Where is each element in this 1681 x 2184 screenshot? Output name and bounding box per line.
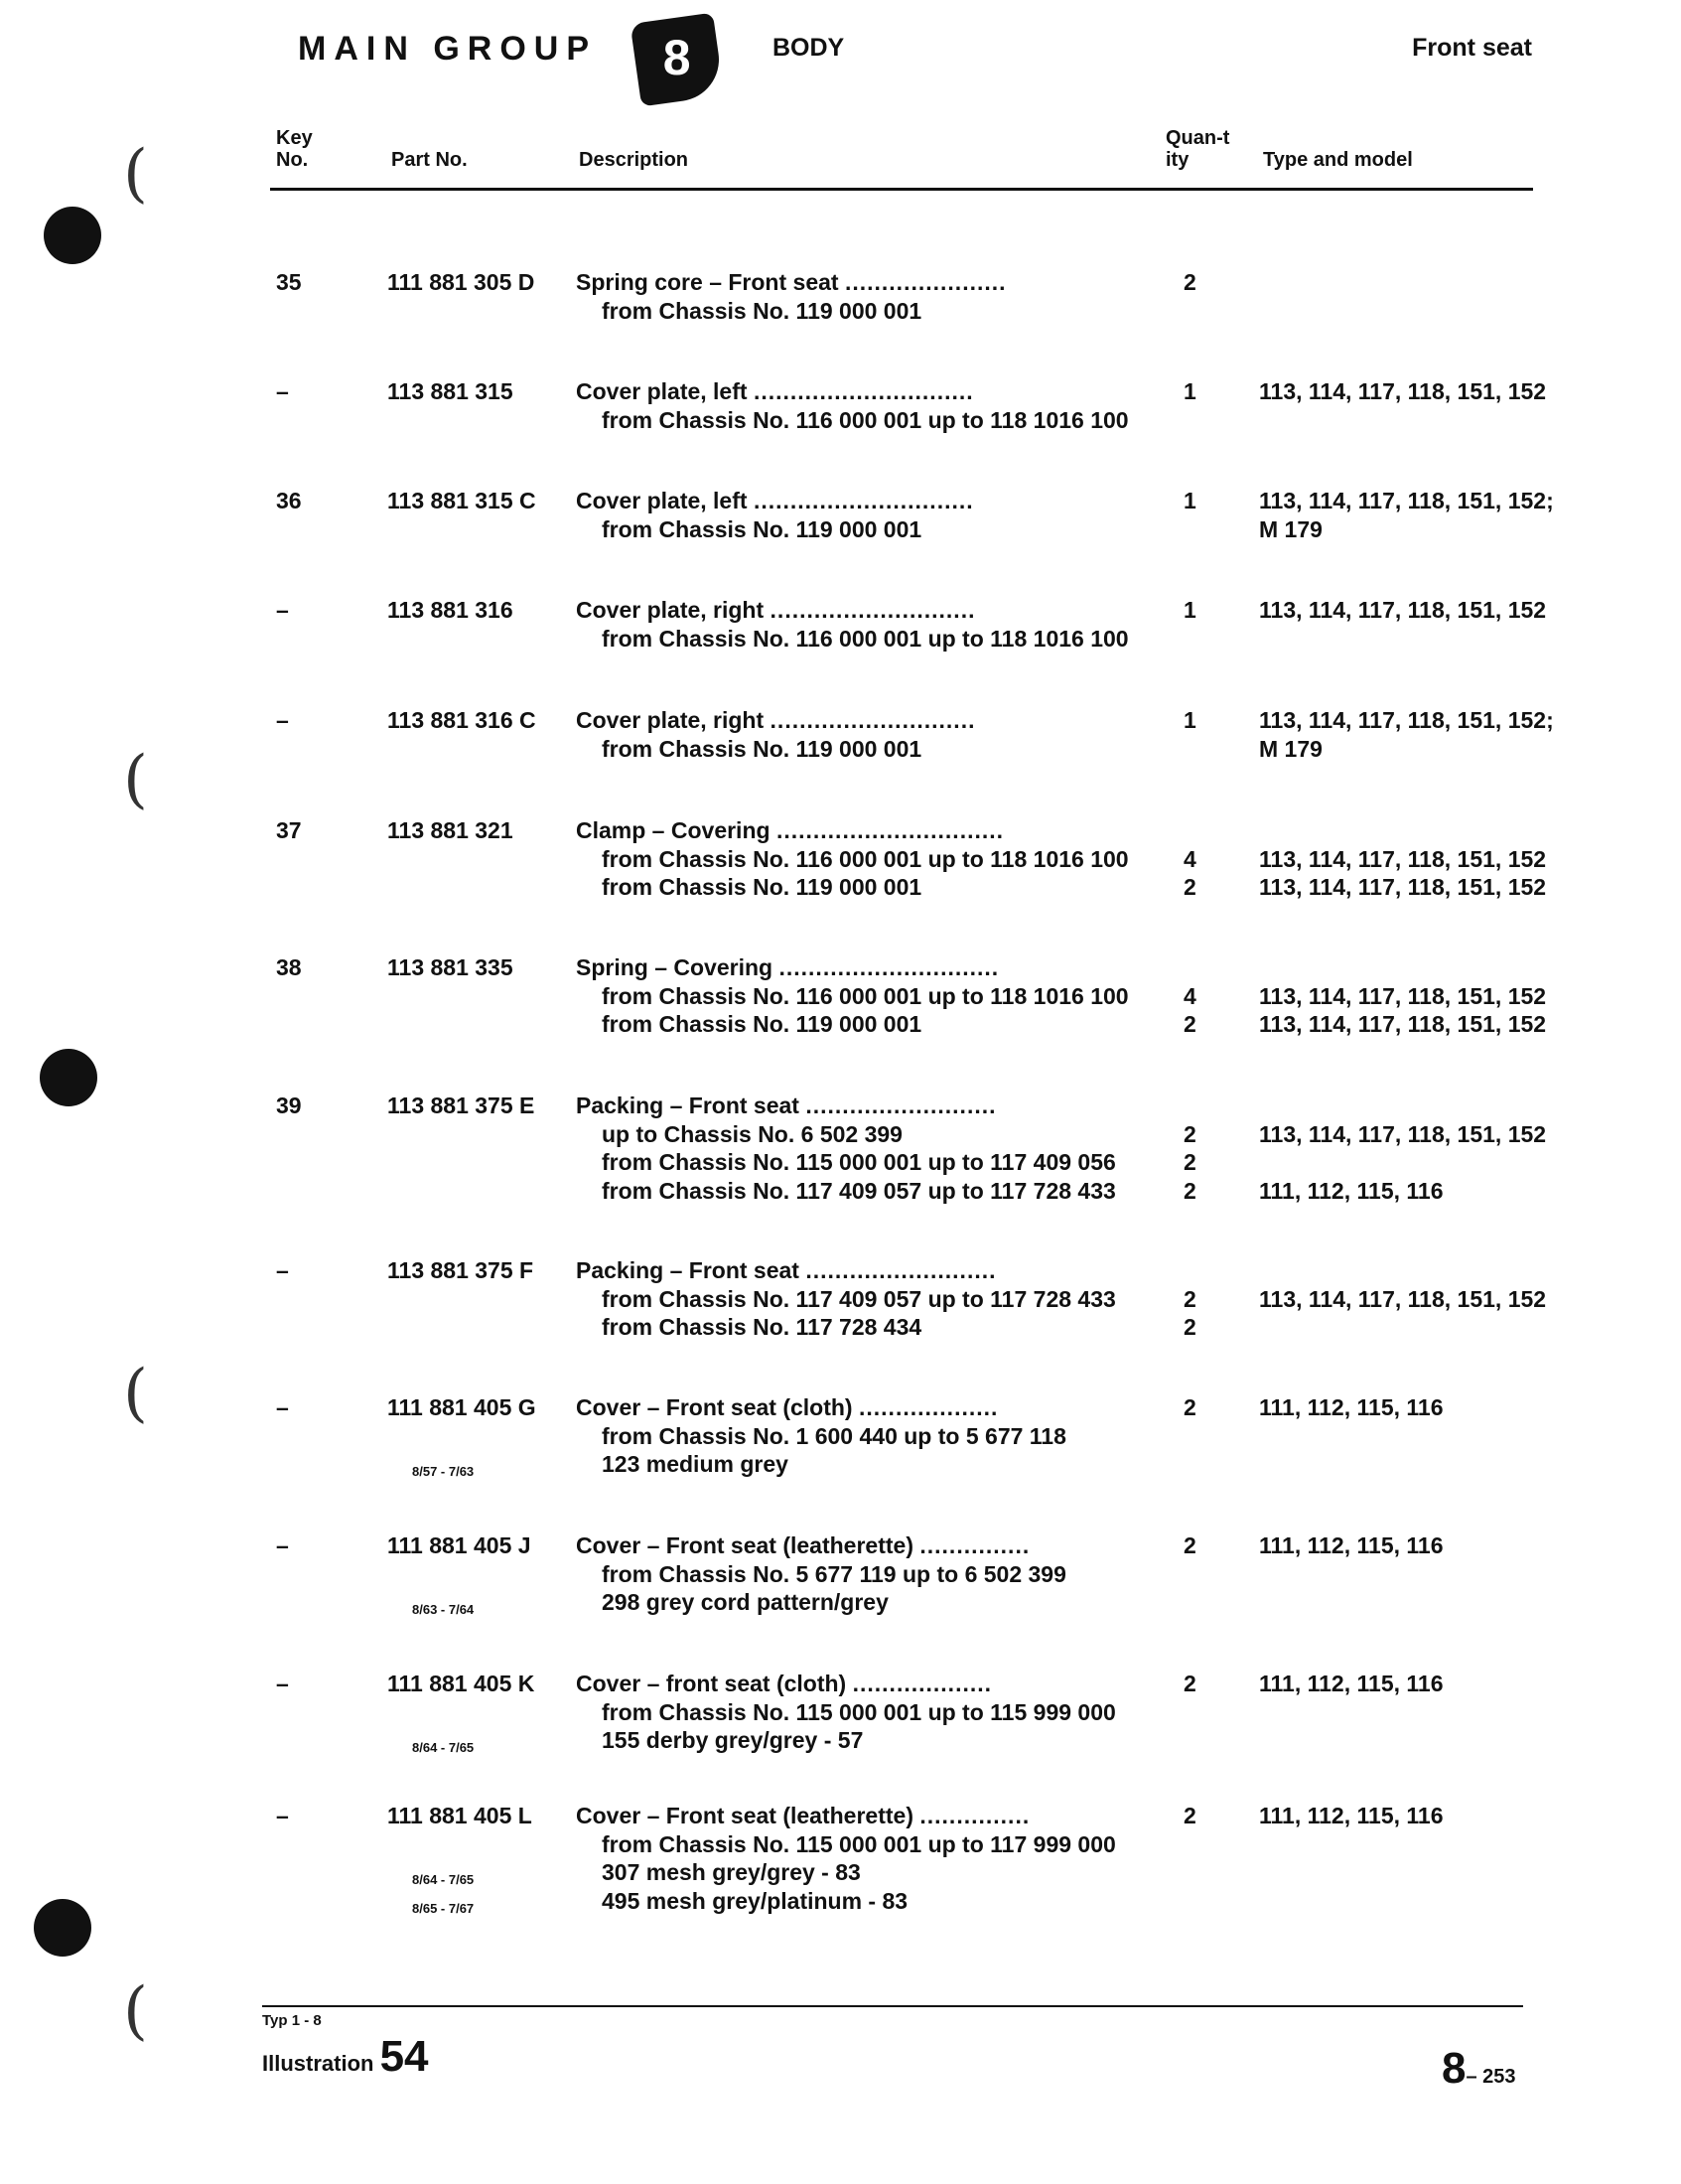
key-number: – [276, 1257, 289, 1283]
type-model: 111, 112, 115, 116 [1259, 1177, 1444, 1204]
part-number: 111 881 405 J [387, 1532, 531, 1558]
type-model: 113, 114, 117, 118, 151, 152 [1259, 1120, 1547, 1147]
margin-bracket-icon: ( [123, 1357, 148, 1430]
header-rule [270, 188, 1533, 191]
description-text: from Chassis No. 116 000 001 up to 118 1016 100 [602, 625, 1129, 652]
description-text: 298 grey cord pattern/grey [602, 1589, 889, 1615]
description-detail [576, 1560, 1066, 1589]
description-detail [576, 873, 921, 902]
description-detail [576, 297, 921, 326]
description-text: from Chassis No. 119 000 001 [602, 874, 922, 900]
page-number-sub: – 253 [1466, 2066, 1516, 2088]
description-detail [576, 1148, 1116, 1177]
key-number: 37 [276, 817, 302, 843]
binder-hole-icon [34, 1899, 91, 1957]
margin-bracket-icon: ( [123, 743, 148, 816]
quantity: 2 [1184, 269, 1196, 295]
col-type-model: Type and model [1263, 149, 1413, 171]
part-number: 113 881 375 E [387, 1092, 535, 1118]
description-text: from Chassis No. 116 000 001 up to 118 1016 100 [602, 982, 1129, 1009]
description [576, 1092, 997, 1120]
leader-dots: .......................... [805, 1257, 997, 1283]
description-text: Spring core – Front seat [576, 269, 839, 295]
quantity: 2 [1184, 874, 1196, 900]
key-number: – [276, 597, 289, 623]
part-number: 113 881 316 [387, 597, 513, 623]
part-number: 113 881 315 [387, 378, 513, 404]
description [576, 1670, 992, 1698]
leader-dots: .......................... [805, 1092, 997, 1118]
description-text: from Chassis No. 5 677 119 up to 6 502 399 [602, 1560, 1066, 1587]
part-number: 113 881 321 [387, 817, 513, 843]
production-date: 8/64 - 7/65 [412, 1740, 475, 1755]
type-model: M 179 [1259, 735, 1323, 762]
type-model: 113, 114, 117, 118, 151, 152 [1259, 378, 1547, 404]
leader-dots: ............................ [770, 707, 976, 733]
part-number: 111 881 305 D [387, 269, 535, 295]
description-detail [576, 625, 1129, 654]
group-number-badge [630, 13, 725, 107]
subsection-title: Front seat [1412, 34, 1532, 62]
description-detail [576, 1858, 861, 1887]
description-text: from Chassis No. 115 000 001 up to 117 409 056 [602, 1149, 1116, 1175]
leader-dots: .............................. [753, 378, 974, 404]
description [576, 1393, 998, 1422]
description-text: 123 medium grey [602, 1451, 788, 1477]
description-text: from Chassis No. 117 728 434 [602, 1314, 922, 1340]
description-text: from Chassis No. 119 000 001 [602, 1011, 922, 1037]
production-date: 8/63 - 7/64 [412, 1602, 475, 1617]
description-detail [576, 982, 1129, 1011]
key-number: 36 [276, 488, 302, 513]
key-number: – [276, 1671, 289, 1696]
quantity: 1 [1184, 707, 1196, 733]
description-detail [576, 406, 1129, 435]
type-model: 111, 112, 115, 116 [1259, 1803, 1444, 1828]
description [576, 268, 1007, 297]
description-text: from Chassis No. 115 000 001 up to 115 999 000 [602, 1698, 1116, 1725]
group-number: 8 [662, 30, 691, 86]
type-model: 113, 114, 117, 118, 151, 152 [1259, 1011, 1547, 1037]
part-number: 113 881 335 [387, 954, 513, 980]
description-detail [576, 1450, 788, 1479]
production-date: 8/65 - 7/67 [412, 1900, 475, 1916]
key-number: 35 [276, 269, 302, 295]
quantity: 2 [1184, 1149, 1196, 1175]
part-number: 111 881 405 L [387, 1803, 532, 1828]
description-text: Cover – Front seat (cloth) [576, 1394, 853, 1420]
description-detail [576, 1422, 1066, 1451]
leader-dots: .............................. [753, 488, 974, 513]
description-text: from Chassis No. 116 000 001 up to 118 1016 100 [602, 406, 1129, 433]
description-text: 307 mesh grey/grey - 83 [602, 1859, 861, 1885]
type-model: 113, 114, 117, 118, 151, 152 [1259, 874, 1547, 900]
binder-hole-icon [40, 1049, 97, 1106]
description-detail [576, 1285, 1116, 1314]
description-detail [576, 1887, 908, 1916]
key-number: – [276, 1803, 289, 1828]
description-text: from Chassis No. 117 409 057 up to 117 728 433 [602, 1285, 1116, 1312]
description-text: Packing – Front seat [576, 1257, 799, 1283]
description-detail [576, 735, 921, 764]
key-number: – [276, 707, 289, 733]
quantity: 2 [1184, 1120, 1196, 1147]
part-number: 113 881 315 C [387, 488, 536, 513]
description [576, 816, 1004, 845]
margin-bracket-icon: ( [123, 137, 148, 211]
type-model: 113, 114, 117, 118, 151, 152; [1259, 707, 1554, 733]
type-model: 113, 114, 117, 118, 151, 152; [1259, 488, 1554, 513]
description-detail [576, 1010, 921, 1039]
description-text: Clamp – Covering [576, 817, 770, 843]
margin-bracket-icon: ( [123, 1974, 148, 2048]
footer-illustration [262, 2032, 429, 2082]
description-text: Cover plate, right [576, 707, 765, 733]
col-description: Description [579, 149, 689, 171]
key-number: 39 [276, 1092, 302, 1118]
page-number-main: 8 [1442, 2044, 1467, 2093]
quantity: 2 [1184, 1532, 1196, 1558]
description [576, 1802, 1030, 1830]
illustration-number: 54 [379, 2032, 429, 2081]
description [576, 596, 975, 625]
main-group-label: MAIN GROUP [298, 30, 597, 68]
quantity: 4 [1184, 845, 1196, 872]
type-model: 113, 114, 117, 118, 151, 152 [1259, 845, 1547, 872]
description [576, 487, 974, 515]
col-key-no: Key No. [276, 127, 313, 171]
quantity: 2 [1184, 1394, 1196, 1420]
description-text: up to Chassis No. 6 502 399 [602, 1120, 903, 1147]
description-detail [576, 1830, 1116, 1859]
quantity: 2 [1184, 1803, 1196, 1828]
key-number: – [276, 1394, 289, 1420]
description-detail [576, 845, 1129, 874]
description-text: from Chassis No. 1 600 440 up to 5 677 118 [602, 1422, 1066, 1449]
description-text: from Chassis No. 119 000 001 [602, 515, 922, 542]
leader-dots: ............... [919, 1803, 1031, 1828]
description-text: from Chassis No. 115 000 001 up to 117 999 000 [602, 1830, 1116, 1857]
type-model: 113, 114, 117, 118, 151, 152 [1259, 1285, 1547, 1312]
quantity: 2 [1184, 1011, 1196, 1037]
description-text: Spring – Covering [576, 954, 773, 980]
key-number: 38 [276, 954, 302, 980]
description-detail [576, 1120, 903, 1149]
leader-dots: ................... [852, 1671, 993, 1696]
description-text: Cover – Front seat (leatherette) [576, 1803, 913, 1828]
description-text: Packing – Front seat [576, 1092, 799, 1118]
description [576, 1531, 1030, 1560]
description [576, 377, 974, 406]
description-detail [576, 1588, 889, 1617]
quantity: 1 [1184, 597, 1196, 623]
description [576, 1256, 997, 1285]
description-detail [576, 1177, 1116, 1206]
description-text: from Chassis No. 116 000 001 up to 118 1016 100 [602, 845, 1129, 872]
part-number: 111 881 405 G [387, 1394, 536, 1420]
description-detail [576, 515, 921, 544]
description-text: Cover plate, right [576, 597, 765, 623]
key-number: – [276, 378, 289, 404]
col-quantity: Quan-tity [1166, 127, 1230, 171]
part-number: 113 881 316 C [387, 707, 536, 733]
col-part-no: Part No. [391, 149, 468, 171]
description [576, 953, 999, 982]
footer-rule [262, 2005, 1523, 2007]
quantity: 1 [1184, 378, 1196, 404]
description-text: Cover plate, left [576, 378, 748, 404]
quantity: 2 [1184, 1314, 1196, 1340]
type-model: 111, 112, 115, 116 [1259, 1532, 1444, 1558]
leader-dots: ............... [919, 1532, 1031, 1558]
binder-hole-icon [44, 207, 101, 264]
leader-dots: ............................... [775, 817, 1005, 843]
type-model: 111, 112, 115, 116 [1259, 1671, 1444, 1696]
description-text: from Chassis No. 119 000 001 [602, 735, 922, 762]
description-text: from Chassis No. 119 000 001 [602, 297, 922, 324]
description-text: Cover plate, left [576, 488, 748, 513]
type-model: 113, 114, 117, 118, 151, 152 [1259, 597, 1547, 623]
quantity: 2 [1184, 1671, 1196, 1696]
description-text: 155 derby grey/grey - 57 [602, 1727, 864, 1753]
description-text: Cover – Front seat (leatherette) [576, 1532, 913, 1558]
type-model: 111, 112, 115, 116 [1259, 1394, 1444, 1420]
description [576, 706, 975, 735]
quantity: 1 [1184, 488, 1196, 513]
description-detail [576, 1313, 921, 1342]
description-detail [576, 1726, 863, 1755]
leader-dots: .............................. [778, 954, 1000, 980]
description-text: 495 mesh grey/platinum - 83 [602, 1887, 909, 1914]
description-text: from Chassis No. 117 409 057 up to 117 728 433 [602, 1177, 1116, 1204]
description-detail [576, 1698, 1116, 1727]
production-date: 8/64 - 7/65 [412, 1872, 475, 1887]
quantity: 4 [1184, 982, 1196, 1009]
leader-dots: ...................... [844, 269, 1007, 295]
production-date: 8/57 - 7/63 [412, 1464, 475, 1479]
illustration-label: Illustration [262, 2051, 374, 2076]
footer-type: Typ 1 - 8 [262, 2012, 322, 2029]
quantity: 2 [1184, 1285, 1196, 1312]
quantity: 2 [1184, 1177, 1196, 1204]
type-model: M 179 [1259, 515, 1323, 542]
leader-dots: ............................ [770, 597, 976, 623]
type-model: 113, 114, 117, 118, 151, 152 [1259, 982, 1547, 1009]
part-number: 111 881 405 K [387, 1671, 535, 1696]
key-number: – [276, 1532, 289, 1558]
section-title: BODY [772, 34, 845, 62]
page-number [1442, 2044, 1516, 2094]
part-number: 113 881 375 F [387, 1257, 534, 1283]
description-text: Cover – front seat (cloth) [576, 1671, 847, 1696]
leader-dots: ................... [859, 1394, 999, 1420]
